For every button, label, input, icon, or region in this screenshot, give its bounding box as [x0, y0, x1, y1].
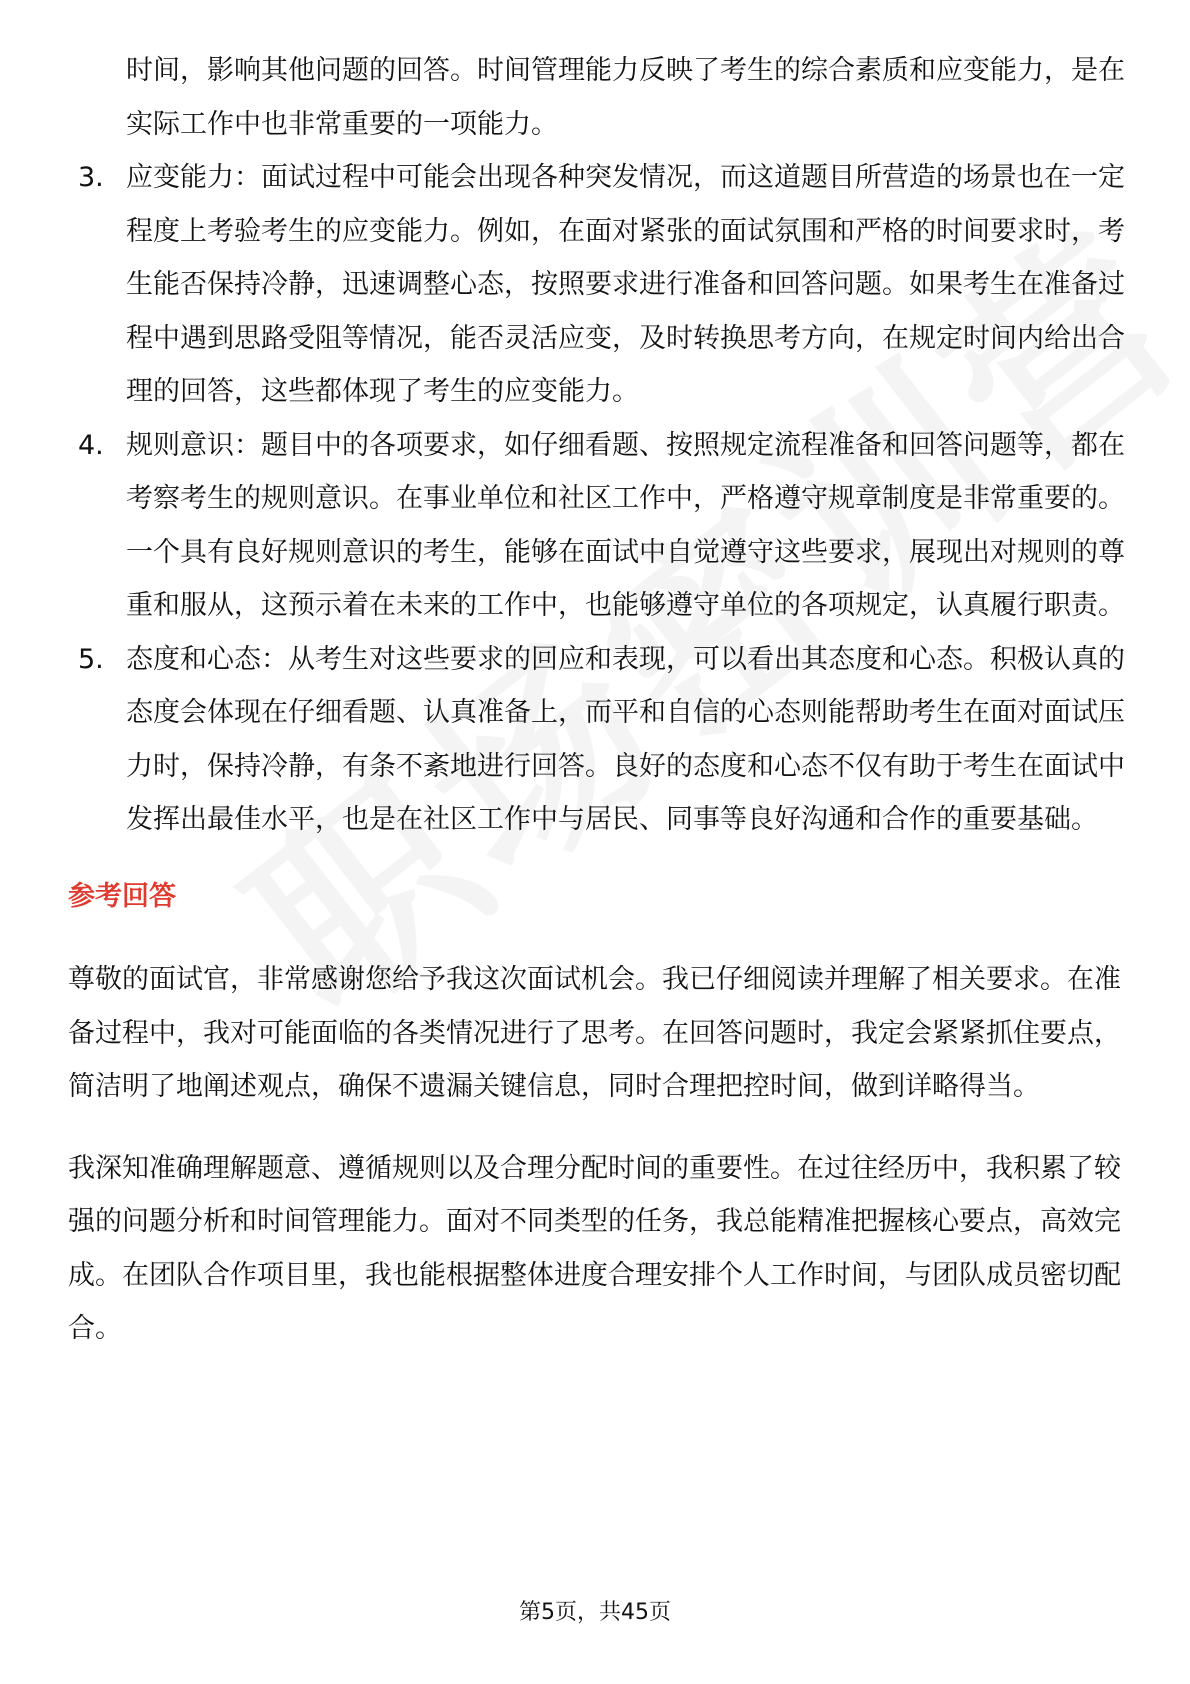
- list-item-text: 规则意识：题目中的各项要求，如仔细看题、按照规定流程准备和回答问题等，都在考察考生的规则意识。在事业单位和社区工作中，严格遵守规章制度是非常重要的。一个具有良好规则意识的考生，能够在面试中自觉遵守这些要求，展现出对规则的尊重和服从，这预示着在未来的工作中，也能够遵守单位的各项规定，认真履行职责。: [126, 429, 1125, 621]
- continuation-paragraph: 时间，影响其他问题的回答。时间管理能力反映了考生的综合素质和应变能力，是在实际工作中也非常重要的一项能力。: [126, 55, 1125, 140]
- page-number-footer: 第5页，共45页: [519, 1600, 671, 1625]
- page-content: [68, 44, 1128, 1384]
- list-item-point-5: [68, 633, 1126, 847]
- list-item-point-4: [68, 419, 1126, 633]
- list-item-text: 态度和心态：从考生对这些要求的回应和表现，可以看出其态度和心态。积极认真的态度会体现在仔细看题、认真准备上，而平和自信的心态则能帮助考生在面对面试压力时，保持冷静，有条不紊地进行回答。良好的态度和心态不仅有助于考生在面试中发挥出最佳水平，也是在社区工作中与居民、同事等良好沟通和合作的重要基础。: [126, 643, 1125, 835]
- list-item-number: 4.: [78, 429, 104, 461]
- answer-paragraph-1: 尊敬的面试官，非常感谢您给予我这次面试机会。我已仔细阅读并理解了相关要求。在准备过程中，我对可能面临的各类情况进行了思考。在回答问题时，我定会紧紧抓住要点，简洁明了地阐述观点，确保不遗漏关键信息，同时合理把控时间，做到详略得当。: [68, 964, 1121, 1102]
- analysis-points-list: [68, 151, 1128, 847]
- list-item-point-3: [68, 151, 1126, 419]
- list-item-text: 应变能力：面试过程中可能会出现各种突发情况，而这道题目所营造的场景也在一定程度上考验考生的应变能力。例如，在面对紧张的面试氛围和严格的时间要求时，考生能否保持冷静，迅速调整心态，按照要求进行准备和回答问题。如果考生在准备过程中遇到思路受阻等情况，能否灵活应变，及时转换思考方向，在规定时间内给出合理的回答，这些都体现了考生的应变能力。: [126, 162, 1125, 407]
- list-item-number: 5.: [78, 643, 104, 675]
- reference-answer-heading: 参考回答: [68, 880, 176, 912]
- list-item-number: 3.: [78, 162, 104, 193]
- answer-paragraph-2: 我深知准确理解题意、遵循规则以及合理分配时间的重要性。在过往经历中，我积累了较强的问题分析和时间管理能力。面对不同类型的任务，我总能精准把握核心要点，高效完成。在团队合作项目里，我也能根据整体进度合理安排个人工作时间，与团队成员密切配合。: [68, 1152, 1121, 1344]
